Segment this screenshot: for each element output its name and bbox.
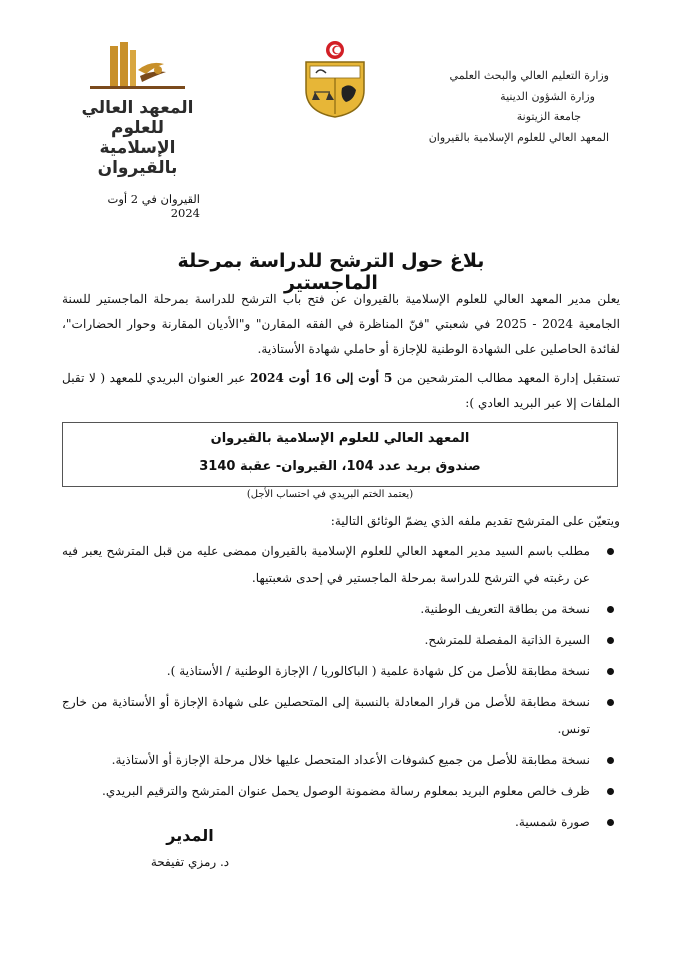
list-item — [62, 627, 614, 654]
submission-dates: 5 أوت إلى 16 أوت 2024 — [249, 371, 393, 385]
announcement-paragraph: يعلن مدير المعهد العالي للعلوم الإسلامية بالقيروان عن فتح باب الترشح للدراسة بمرحلة الماجستير للسنة الجامعية 2024 - 2025 في شعبتي "فنّ المناظرة في الفقه المقارن" و"الأديان المقارنة وحوار الحضارات"، لفائدة الحاصلين على الشهادة الوطنية للإجازة أو حاملي شهادة الأستاذية. — [62, 292, 620, 356]
submission-prefix: تستقبل إدارة المعهد مطالب المترشحين من — [396, 371, 621, 385]
submission-paragraph — [62, 366, 620, 416]
institute-logo-icon — [80, 40, 195, 100]
list-item — [62, 538, 614, 592]
ministry-line: جامعة الزيتونة — [516, 110, 581, 123]
required-documents-list — [62, 538, 614, 840]
list-item — [62, 658, 614, 685]
document-text: نسخة مطابقة للأصل من قرار المعادلة بالنسبة إلى المتحصلين على شهادة الإجازة أو الأستاذية من خارج تونس. — [62, 695, 590, 736]
bullet-icon — [607, 757, 614, 764]
list-item — [62, 596, 614, 623]
documents-intro: ويتعيّن على المترشح تقديم ملفه الذي يضمّ الوثائق التالية: — [330, 514, 620, 528]
ministry-line: وزارة الشؤون الدينية — [500, 89, 595, 103]
submission-suffix: عبر العنوان البريدي للمعهد ( لا تقبل الملفات إلا عبر البريد العادي ): — [62, 371, 620, 410]
signature-block — [140, 826, 240, 869]
bullet-icon — [607, 548, 614, 555]
signatory-role: المدير — [166, 826, 214, 845]
document-text: صورة شمسية. — [514, 815, 590, 829]
mailing-address-box — [62, 422, 618, 487]
institute-logo-text: المعهد العالي للعلوم الإسلامية بالقيروان — [81, 98, 194, 178]
ministry-line: المعهد العالي للعلوم الإسلامية بالقيروان — [428, 130, 609, 144]
document-text: مطلب باسم السيد مدير المعهد العالي للعلوم الإسلامية بالقيروان ممضى عليه من قبل المترشح يعبر فيه عن رغبته في الترشح للدراسة بمرحلة الماجستير في إحدى شعبتيها. — [62, 544, 590, 585]
document-text: ظرف خالص معلوم البريد بمعلوم رسالة مضمونة الوصول يحمل عنوان المترشح والترقيم البريدي. — [102, 784, 590, 798]
coat-of-arms-emblem — [300, 40, 370, 118]
document-text: نسخة مطابقة للأصل من كل شهادة علمية ( الباكالوريا / الإجازة الوطنية / الأستاذية ). — [166, 664, 590, 678]
bullet-icon — [607, 637, 614, 644]
list-item — [62, 689, 614, 743]
institute-logo — [80, 40, 195, 178]
document-text: نسخة مطابقة للأصل من جميع كشوفات الأعداد المتحصل عليها خلال مرحلة الإجازة أو الأستاذية. — [111, 753, 590, 767]
bullet-icon — [607, 606, 614, 613]
tunisia-emblem-icon — [300, 40, 370, 118]
signatory-name: د. رمزي تفيفحة — [150, 855, 230, 869]
bullet-icon — [607, 668, 614, 675]
bullet-icon — [607, 788, 614, 795]
page-title: بلاغ حول الترشح للدراسة بمرحلة الماجستير — [177, 250, 485, 294]
postmark-note: (يعتمد الختم البريدي في احتساب الأجل) — [246, 489, 414, 500]
document-text: السيرة الذاتية المفصلة للمترشح. — [424, 633, 590, 647]
list-item — [62, 747, 614, 774]
ministry-line: وزارة التعليم العالي والبحث العلمي — [449, 69, 609, 82]
address-line-1: المعهد العالي للعلوم الإسلامية بالقيروان — [210, 431, 470, 446]
bullet-icon — [607, 819, 614, 826]
list-item — [62, 778, 614, 805]
document-text: نسخة من بطاقة التعريف الوطنية. — [420, 602, 590, 616]
bullet-icon — [607, 699, 614, 706]
document-date: القيروان في 2 أوت 2024 — [107, 192, 200, 220]
address-line-2: صندوق بريد عدد 104، القيروان- عقبة 3140 — [199, 459, 481, 474]
ministry-header — [379, 66, 609, 148]
